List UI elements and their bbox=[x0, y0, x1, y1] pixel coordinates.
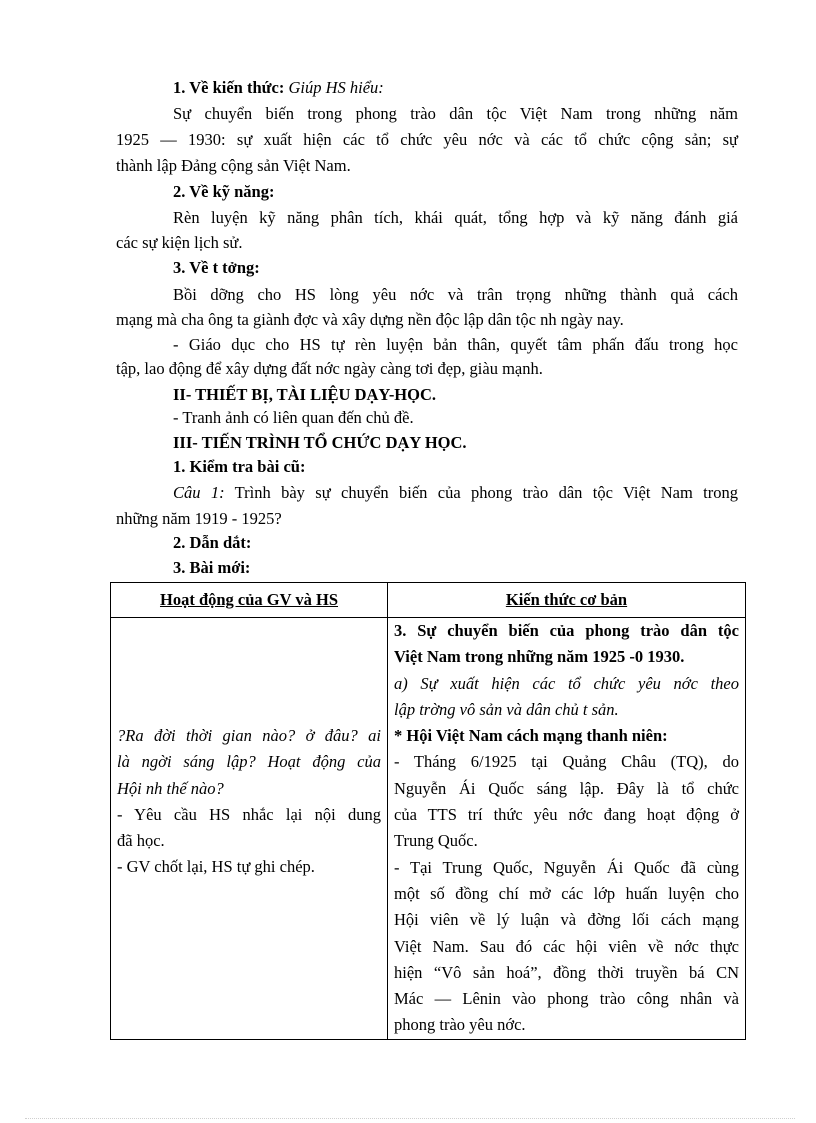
attitude-heading: 3. Về t tởng: bbox=[173, 258, 260, 277]
equipment-item: - Tranh ảnh có liên quan đến chủ đề. bbox=[173, 408, 414, 427]
activities-cell bbox=[111, 618, 388, 1040]
table-row bbox=[111, 618, 746, 1040]
knowledge-para-line: 1925 — 1930: sự xuất hiện các tổ chức yêu nớc và các tổ chức cộng sản; sự bbox=[116, 130, 738, 149]
knowledge-body-line: Trung Quốc. bbox=[394, 831, 478, 851]
skills-para-line: Rèn luyện kỹ năng phân tích, khái quát, tổng hợp và kỹ năng đánh giá bbox=[173, 208, 738, 227]
knowledge-heading-goal: Giúp HS hiểu: bbox=[288, 78, 384, 97]
question-line bbox=[173, 481, 738, 505]
knowledge-body-line: Việt Nam. Sau đó các hội viên về nớc thực bbox=[394, 936, 739, 956]
skills-heading: 2. Về kỹ năng: bbox=[173, 182, 275, 201]
knowledge-cell bbox=[388, 618, 746, 1040]
org-heading: * Hội Việt Nam cách mạng thanh niên: bbox=[394, 726, 668, 746]
knowledge-body-line: hiện “Vô sản hoá”, đồng thời truyền bá CN bbox=[394, 962, 739, 982]
question-text: Trình bày sự chuyển biến của phong trào dân tộc Việt Nam trong bbox=[234, 483, 739, 502]
knowledge-body-line: một số đồng chí mở các lớp huấn luyện cho bbox=[394, 883, 739, 903]
knowledge-para-line: Sự chuyển biến trong phong trào dân tộc Việt Nam trong những năm bbox=[173, 104, 738, 123]
new-lesson-heading: 3. Bài mới: bbox=[173, 558, 251, 577]
activity-line: ?Ra đời thời gian nào? ở đâu? ai bbox=[117, 726, 381, 745]
activity-line: - Yêu cầu HS nhắc lại nội dung bbox=[117, 804, 381, 824]
activity-line: - GV chốt lại, HS tự ghi chép. bbox=[117, 857, 315, 877]
process-heading: III- TIẾN TRÌNH TỔ CHỨC DẠY HỌC. bbox=[173, 433, 467, 452]
knowledge-body-line: của TTS trí thức yêu nớc đang hoạt động ở bbox=[394, 805, 739, 825]
activity-line: là ngời sáng lập? Hoạt động của bbox=[117, 752, 381, 772]
equipment-heading: II- THIẾT BỊ, TÀI LIỆU DẠY-HỌC. bbox=[173, 385, 437, 404]
activity-line: Hội nh thế nào? bbox=[117, 778, 224, 798]
knowledge-title-line: 3. Sự chuyển biến của phong trào dân tộc bbox=[394, 621, 739, 640]
knowledge-body-line: - Tại Trung Quốc, Nguyễn Ái Quốc đã cùng bbox=[394, 857, 739, 877]
col-knowledge-header: Kiến thức cơ bản bbox=[388, 583, 746, 618]
knowledge-title-line: Việt Nam trong những năm 1925 -0 1930. bbox=[394, 647, 685, 667]
attitude-para-line: mạng mà cha ông ta giành đợc và xây dựng nền độc lập dân tộc nh ngày nay. bbox=[116, 310, 624, 329]
table-header-row bbox=[111, 583, 746, 618]
knowledge-body-line: Mác — Lênin vào phong trào công nhân và bbox=[394, 989, 739, 1009]
question-label: Câu 1: bbox=[173, 483, 225, 502]
knowledge-para-line: thành lập Đảng cộng sản Việt Nam. bbox=[116, 156, 351, 175]
knowledge-body-line: Nguyễn Ái Quốc sáng lập. Đây là tổ chức bbox=[394, 778, 739, 798]
intro-heading: 2. Dẫn dắt: bbox=[173, 533, 252, 552]
check-old-lesson-heading: 1. Kiểm tra bài cũ: bbox=[173, 457, 306, 476]
knowledge-body-line: Hội viên về lý luận và đờng lối cách mạng bbox=[394, 910, 739, 930]
attitude-para-line: Bồi dỡng cho HS lòng yêu nớc và trân trọng những thành quả cách bbox=[173, 285, 738, 304]
attitude-para-line: - Giáo dục cho HS tự rèn luyện bản thân, quyết tâm phấn đấu trong học bbox=[173, 335, 738, 354]
skills-para-line: các sự kiện lịch sử. bbox=[116, 233, 243, 252]
knowledge-body-line: - Tháng 6/1925 tại Quảng Châu (TQ), do bbox=[394, 752, 739, 772]
lesson-table bbox=[110, 582, 746, 1040]
knowledge-heading-label: 1. Về kiến thức: bbox=[173, 78, 285, 97]
activity-line: đã học. bbox=[117, 831, 165, 851]
knowledge-sub-line: lập trờng vô sản và dân chủ t sản. bbox=[394, 699, 619, 719]
knowledge-body-line: phong trào yêu nớc. bbox=[394, 1015, 526, 1035]
attitude-para-line: tập, lao động để xây dựng đất nớc ngày càng tơi đẹp, giàu mạnh. bbox=[116, 359, 543, 378]
col-activities-header: Hoạt động của GV và HS bbox=[111, 583, 388, 618]
activities-spacer bbox=[117, 618, 381, 723]
question-line-2: những năm 1919 - 1925? bbox=[116, 509, 282, 528]
knowledge-sub-line: a) Sự xuất hiện các tổ chức yêu nớc theo bbox=[394, 673, 739, 693]
knowledge-heading bbox=[173, 76, 384, 100]
page-bottom-rule bbox=[25, 1118, 795, 1119]
